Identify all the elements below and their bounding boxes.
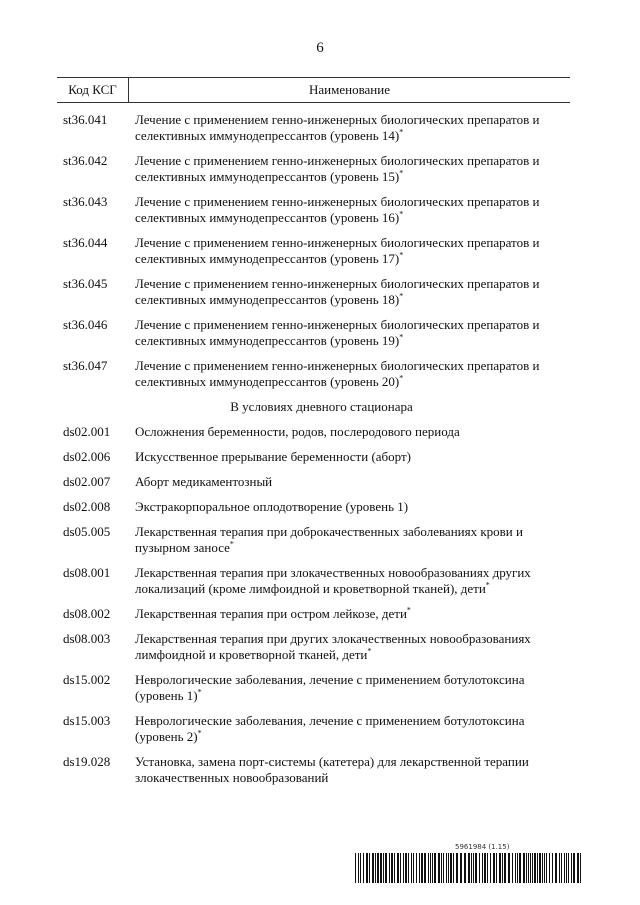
footnote-mark: * — [399, 373, 404, 383]
row-name-text: Неврологические заболевания, лечение с применением ботулотоксина (уровень 1) — [135, 672, 525, 703]
barcode-area — [355, 843, 585, 885]
table-row — [57, 606, 570, 622]
row-name — [133, 713, 565, 745]
table-row — [57, 358, 570, 390]
table-row — [57, 424, 570, 440]
row-name-text: Лекарственная терапия при злокачественных новообразованиях других локализаций (кроме лимфоидной и кроветворной тканей), дети — [135, 565, 531, 596]
row-code: ds02.008 — [63, 499, 111, 514]
row-code: ds02.006 — [63, 449, 111, 464]
table-row — [57, 754, 570, 786]
row-code: ds15.003 — [63, 713, 111, 728]
row-name-text: Лечение с применением генно-инженерных биологических препаратов и селективных иммунодепрессантов (уровень 15) — [135, 153, 540, 184]
footnote-mark: * — [399, 127, 404, 137]
footnote-mark: * — [399, 209, 404, 219]
table-row — [57, 112, 570, 144]
row-code: ds02.001 — [63, 424, 111, 439]
row-name-text: Экстракорпоральное оплодотворение (уровень 1) — [135, 499, 409, 514]
row-code: st36.047 — [63, 358, 108, 373]
table-row — [57, 713, 570, 745]
row-code: st36.044 — [63, 235, 108, 250]
row-name-text: Аборт медикаментозный — [135, 474, 273, 489]
table-row — [57, 565, 570, 597]
row-name — [133, 449, 565, 465]
row-code: st36.046 — [63, 317, 108, 332]
row-name-text: Лечение с применением генно-инженерных биологических препаратов и селективных иммунодепрессантов (уровень 19) — [135, 317, 540, 348]
row-code: st36.045 — [63, 276, 108, 291]
row-name — [133, 235, 565, 267]
footnote-mark: * — [485, 580, 490, 590]
footnote-mark: * — [399, 168, 404, 178]
barcode-label: 5961984 (1.15) — [455, 843, 510, 851]
footnote-mark: * — [367, 646, 372, 656]
barcode — [355, 853, 585, 883]
row-name-text: Лечение с применением генно-инженерных биологических препаратов и селективных иммунодепрессантов (уровень 17) — [135, 235, 540, 266]
table-row — [57, 449, 570, 465]
row-name-text: Неврологические заболевания, лечение с применением ботулотоксина (уровень 2) — [135, 713, 525, 744]
table-header — [57, 77, 570, 103]
row-name — [133, 153, 565, 185]
row-name-text: Лечение с применением генно-инженерных биологических препаратов и селективных иммунодепрессантов (уровень 18) — [135, 276, 540, 307]
row-code: ds08.003 — [63, 631, 111, 646]
row-name — [133, 499, 565, 515]
row-name — [133, 112, 565, 144]
row-code: ds08.001 — [63, 565, 111, 580]
row-name — [133, 606, 565, 622]
row-name-text: Лечение с применением генно-инженерных биологических препаратов и селективных иммунодепрессантов (уровень 16) — [135, 194, 540, 225]
table-body — [57, 112, 570, 795]
row-code: ds15.002 — [63, 672, 111, 687]
row-name-text: Лекарственная терапия при доброкачественных заболеваниях крови и пузырном заносе — [135, 524, 523, 555]
row-name — [133, 194, 565, 226]
row-name-text: Лекарственная терапия при остром лейкозе, дети — [135, 606, 407, 621]
row-name — [133, 631, 565, 663]
row-name — [133, 358, 565, 390]
row-code: ds05.005 — [63, 524, 111, 539]
section-title: В условиях дневного стационара — [230, 399, 413, 414]
footnote-mark: * — [399, 332, 404, 342]
row-name — [133, 424, 565, 440]
row-name — [133, 524, 565, 556]
table-row — [57, 499, 570, 515]
table-row — [57, 524, 570, 556]
row-name-text: Искусственное прерывание беременности (аборт) — [135, 449, 411, 464]
row-name — [133, 317, 565, 349]
row-code: st36.042 — [63, 153, 108, 168]
table-row — [57, 235, 570, 267]
table-row — [57, 276, 570, 308]
row-name — [133, 672, 565, 704]
row-name-text: Лекарственная терапия при других злокачественных новообразованиях лимфоидной и кроветворной тканей, дети — [135, 631, 531, 662]
row-name-text: Установка, замена порт-системы (катетера) для лекарственной терапии злокачественных новообразований — [135, 754, 529, 785]
footnote-mark: * — [399, 250, 404, 260]
row-name — [133, 474, 565, 490]
footnote-mark: * — [406, 605, 411, 615]
table-row — [57, 672, 570, 704]
footnote-mark: * — [229, 539, 234, 549]
footnote-mark: * — [197, 687, 202, 697]
row-code: ds02.007 — [63, 474, 111, 489]
page-number: 6 — [316, 40, 324, 56]
row-name — [133, 754, 565, 786]
row-code: ds19.028 — [63, 754, 111, 769]
row-code: st36.043 — [63, 194, 108, 209]
row-name-text: Лечение с применением генно-инженерных биологических препаратов и селективных иммунодепрессантов (уровень 20) — [135, 358, 540, 389]
header-name: Наименование — [309, 82, 390, 97]
footnote-mark: * — [197, 728, 202, 738]
table-row — [57, 153, 570, 185]
row-name-text: Осложнения беременности, родов, послеродового периода — [135, 424, 460, 439]
table-row — [57, 474, 570, 490]
row-name — [133, 565, 565, 597]
row-code: ds08.002 — [63, 606, 111, 621]
row-name — [133, 276, 565, 308]
table-row — [57, 317, 570, 349]
table-row — [57, 631, 570, 663]
row-name-text: Лечение с применением генно-инженерных биологических препаратов и селективных иммунодепрессантов (уровень 14) — [135, 112, 540, 143]
footnote-mark: * — [399, 291, 404, 301]
header-code: Код КСГ — [57, 78, 129, 102]
table-row — [57, 194, 570, 226]
row-code: st36.041 — [63, 112, 108, 127]
